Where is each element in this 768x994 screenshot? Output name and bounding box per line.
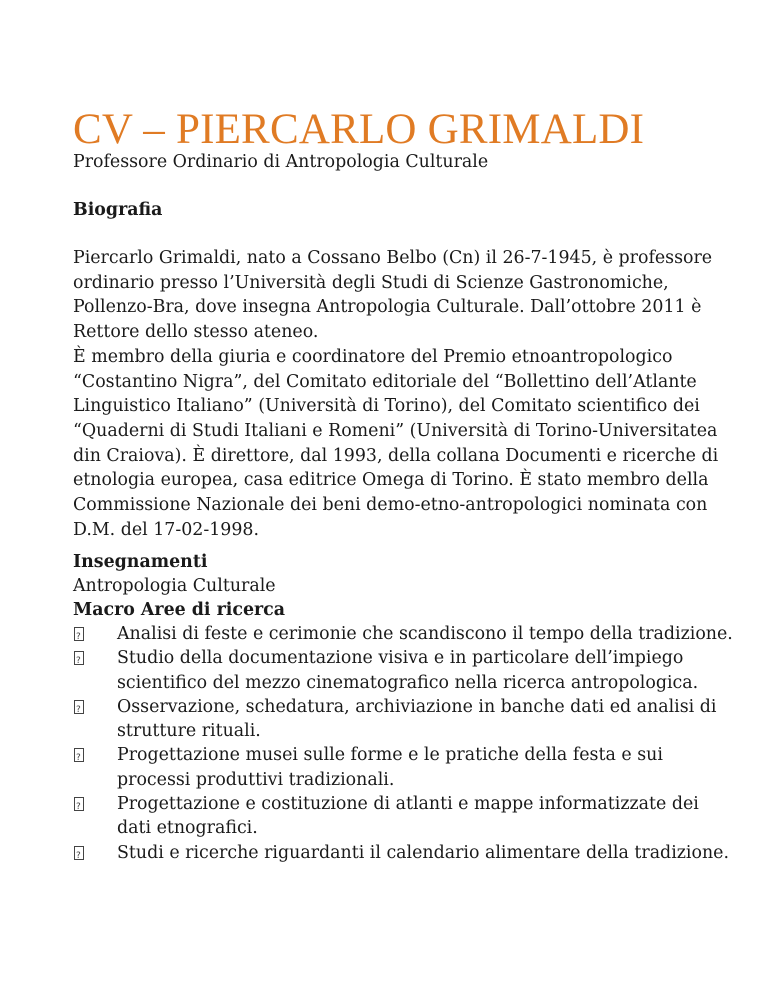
missing-glyph-icon [74, 748, 84, 762]
list-item [73, 622, 733, 646]
page-title: CV – PIERCARLO GRIMALDI [73, 106, 645, 153]
list-item-text: Progettazione musei sulle forme e le pratiche della festa e sui processi produttivi tradizionali. [117, 745, 663, 790]
biografia-text [73, 246, 733, 542]
list-item [73, 792, 733, 841]
list-item [73, 695, 733, 744]
biografia-paragraph: È membro della giuria e coordinatore del Premio etnoantropologico “Costantino Nigra”, del Comitato editoriale del “Bollettino dell’Atlante Linguistico Italiano” (Università di Torino), del Comitato scientifico dei “Quaderni di Studi Italiani e Romeni” (Università di Torino-Universitatea din Craiova). È direttore, dal 1993, della collana Documenti e ricerche di etnologia europea, casa editrice Omega di Torino. È stato membro della Commissione Nazionale dei beni demo-etno-antropologici nominata con D.M. del 17-02-1998. [73, 346, 719, 540]
section-heading-macro-aree: Macro Aree di ricerca [73, 600, 286, 620]
macro-aree-list [73, 622, 733, 865]
list-item-text: Analisi di feste e cerimonie che scandiscono il tempo della tradizione. [117, 624, 733, 644]
insegnamenti-value: Antropologia Culturale [73, 576, 276, 596]
list-item [73, 841, 733, 865]
list-item-text: Studi e ricerche riguardanti il calendario alimentare della tradizione. [117, 842, 729, 863]
list-item [73, 646, 733, 695]
page-subtitle: Professore Ordinario di Antropologia Culturale [73, 152, 489, 172]
missing-glyph-icon [74, 651, 84, 665]
biografia-paragraph: Piercarlo Grimaldi, nato a Cossano Belbo (Cn) il 26-7-1945, è professore ordinario presso l’Università degli Studi di Scienze Gastronomiche, Pollenzo-Bra, dove insegna Antropologia Culturale. Dall’ottobre 2011 è Rettore dello stesso ateneo. [73, 248, 713, 343]
list-item-text: Progettazione e costituzione di atlanti e mappe informatizzate dei dati etnografici. [117, 794, 699, 839]
missing-glyph-icon [74, 797, 84, 811]
missing-glyph-icon [74, 627, 84, 641]
list-item [73, 743, 733, 792]
list-item-text: Studio della documentazione visiva e in particolare dell’impiego scientifico del mezzo cinematografico nella ricerca antropologica. [117, 648, 699, 693]
section-heading-insegnamenti: Insegnamenti [73, 552, 208, 572]
list-item-text: Osservazione, schedatura, archiviazione in banche dati ed analisi di strutture rituali. [117, 696, 717, 742]
missing-glyph-icon [74, 846, 84, 860]
section-heading-biografia: Biografia [73, 200, 163, 220]
missing-glyph-icon [74, 700, 84, 714]
